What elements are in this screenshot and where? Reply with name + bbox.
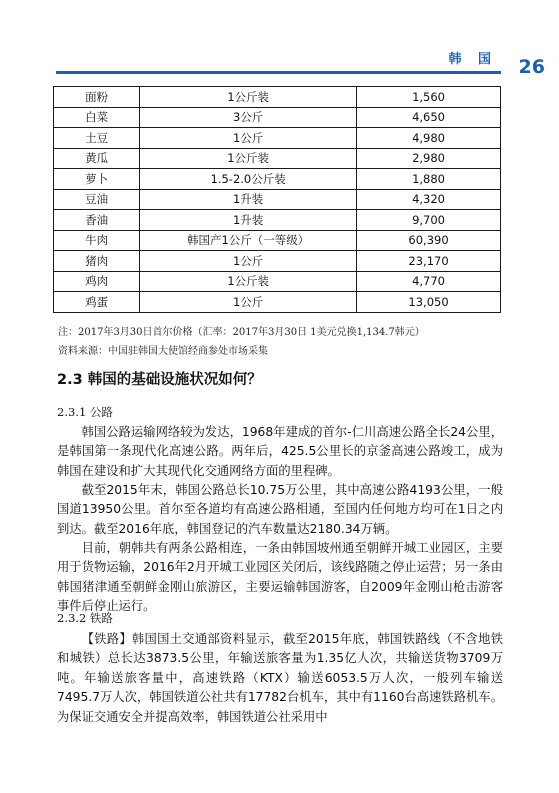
table-row [54,292,501,313]
table-cell: 鸡肉 [54,271,140,292]
table-cell: 1公斤装 [140,271,357,292]
table-cell: 1.5-2.0公斤装 [140,169,357,190]
section-heading: 2.3 韩国的基础设施状况如何？ [57,372,262,388]
table-row [54,107,501,128]
table-cell: 1公斤装 [140,148,357,169]
table-cell: 白菜 [54,107,140,128]
table-cell: 4,980 [357,128,501,149]
table-row [54,271,501,292]
table-cell: 豆油 [54,189,140,210]
table-cell: 猪肉 [54,251,140,272]
table-cell: 1升装 [140,189,357,210]
table-cell: 4,320 [357,189,501,210]
header-title: 韩 国 [448,52,497,67]
paragraph: 截至2015年末，韩国公路总长10.75万公里，其中高速公路4193公里，一般国道13950公里。首尔至各道均有高速公路相通，至国内任何地方均可在1日之内到达。截至2016年底，韩国登记的汽车数量达2180.34万辆。 [57,483,503,536]
subsection-heading-railways: 2.3.2 铁路 [57,611,113,625]
table-row [54,169,501,190]
table-cell: 2,980 [357,148,501,169]
table-row [54,148,501,169]
table-cell: 面粉 [54,87,140,108]
table-cell: 1升装 [140,210,357,231]
table-cell: 1公斤 [140,251,357,272]
page-number: 26 [518,56,545,78]
table-cell: 1公斤装 [140,87,357,108]
table-row [54,251,501,272]
table-cell: 60,390 [357,230,501,251]
table-row [54,87,501,108]
table-cell: 9,700 [357,210,501,231]
subsection-heading-roads: 2.3.1 公路 [57,405,113,419]
paragraph: 目前，朝韩共有两条公路相连，一条由韩国坡州通至朝鲜开城工业园区，主要用于货物运输，2016年2月开城工业园区关闭后，该线路随之停止运营；另一条由韩国猪津通至朝鲜金刚山旅游区，主要运输韩国游客，自2009年金刚山枪击游客事件后停止运行。 [57,541,503,614]
table-cell: 4,770 [357,271,501,292]
table-cell: 萝卜 [54,169,140,190]
paragraph: 韩国公路运输网络较为发达，1968年建成的首尔-仁川高速公路全长24公里，是韩国第一条现代化高速公路。两年后，425.5公里长的京釜高速公路竣工，成为韩国在建设和扩大其现代化交通网络方面的里程碑。 [57,425,503,478]
table-cell: 鸡蛋 [54,292,140,313]
table-cell: 韩国产1公斤（一等级） [140,230,357,251]
table-cell: 3公斤 [140,107,357,128]
table-cell: 13,050 [357,292,501,313]
table-row [54,210,501,231]
table-cell: 4,650 [357,107,501,128]
table-row [54,189,501,210]
table-source: 资料来源：中国驻韩国大使馆经商参处市场采集 [58,346,268,357]
table-cell: 1公斤 [140,128,357,149]
table-cell: 1公斤 [140,292,357,313]
table-cell: 23,170 [357,251,501,272]
table-row [54,128,501,149]
header-rule [56,71,501,74]
table-note: 注：2017年3月30日首尔价格（汇率：2017年3月30日 1美元兑换1,134.7韩元） [58,327,425,338]
table-cell: 牛肉 [54,230,140,251]
table-cell: 1,560 [357,87,501,108]
table-cell: 黄瓜 [54,148,140,169]
table-row [54,230,501,251]
table-cell: 土豆 [54,128,140,149]
table-cell: 1,880 [357,169,501,190]
paragraph: 【铁路】韩国国土交通部资料显示，截至2015年底，韩国铁路线（不含地铁和城铁）总长达3873.5公里，年输送旅客量为1.35亿人次，共输送货物3709万吨。年输送旅客量中，高速铁路（KTX）输送6053.5万人次，一般列车输送7495.7万人次，韩国铁道公社共有17782台机车，其中有1160台高速铁路机车。为保证交通安全并提高效率，韩国铁道公社采用中 [57,632,503,724]
page-header [0,0,559,80]
price-table [53,86,501,313]
table-cell: 香油 [54,210,140,231]
